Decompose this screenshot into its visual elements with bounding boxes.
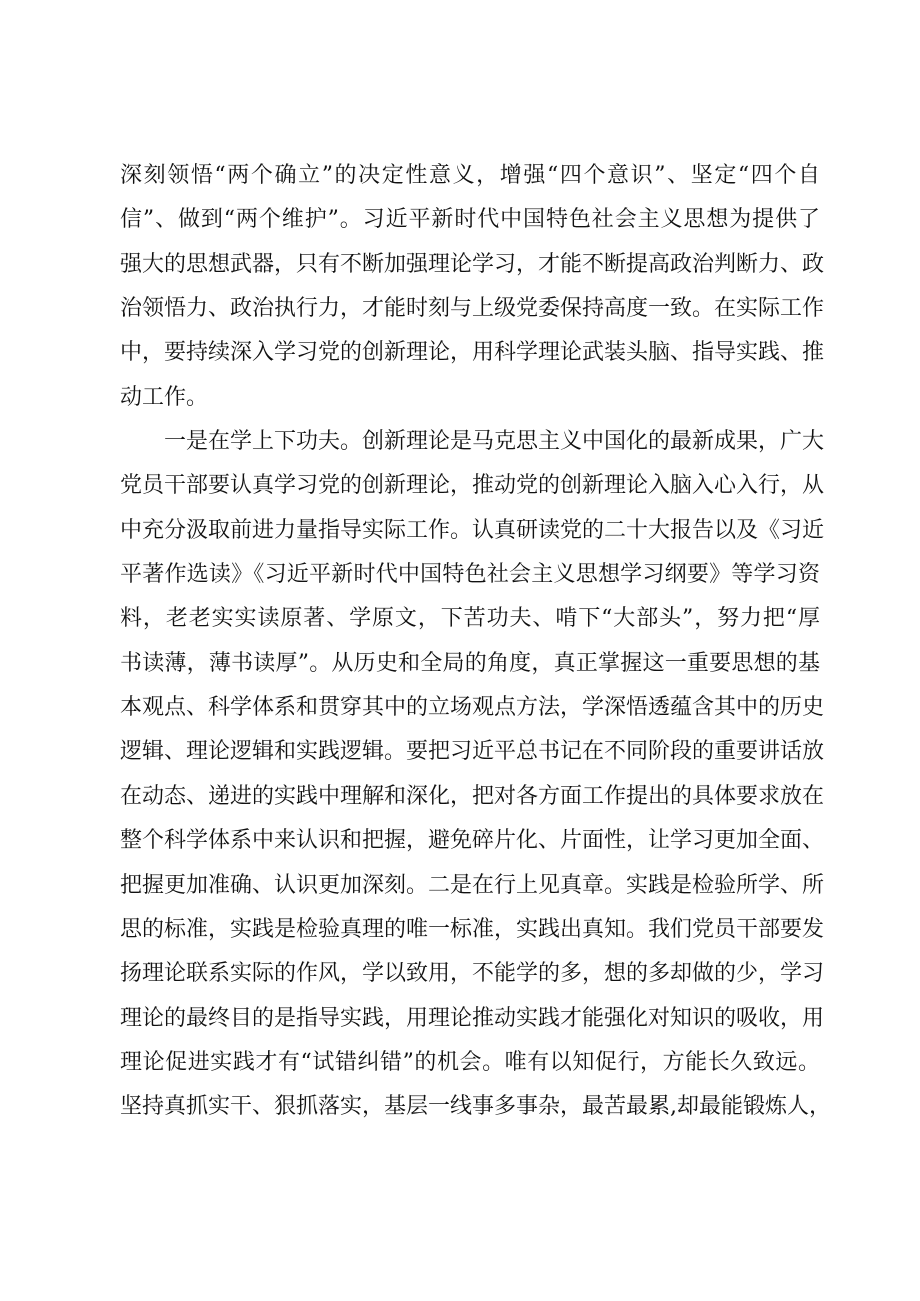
text-line: 中充分汲取前进力量指导实际工作。认真研读党的二十大报告以及《习近 xyxy=(120,517,825,543)
text-line: 料，老老实实读原著、学原文，下苦功夫、啃下“大部头”，努力把“厚 xyxy=(120,606,820,632)
text-line: 平著作选读》《习近平新时代中国特色社会主义思想学习纲要》等学习资 xyxy=(120,562,820,588)
text-line: 深刻领悟“两个确立”的决定性意义，增强“四个意识”、坚定“四个自 xyxy=(120,163,820,188)
text-line: 整个科学体系中来认识和把握，避免碎片化、片面性，让学习更加全面、 xyxy=(120,828,825,854)
text-line: 扬理论联系实际的作风，学以致用，不能学的多，想的多却做的少，学习 xyxy=(120,961,825,987)
text-line: 中，要持续深入学习党的创新理论，用科学理论武装头脑、指导实践、推 xyxy=(120,340,825,366)
paragraph-1 xyxy=(120,154,825,420)
text-line: 一是在学上下功夫。创新理论是马克思主义中国化的最新成果，广大 xyxy=(164,429,825,455)
text-line: 理论促进实践才有“试错纠错”的机会。唯有以知促行，方能长久致远。 xyxy=(120,1049,820,1075)
text-line: 思的标准，实践是检验真理的唯一标准，实践出真知。我们党员干部要发 xyxy=(120,916,825,942)
text-line: 书读薄，薄书读厚”。从历史和全局的角度，真正掌握这一重要思想的基 xyxy=(120,650,820,676)
text-line: 动工作。 xyxy=(120,384,209,410)
text-line: 治领悟力、政治执行力，才能时刻与上级党委保持高度一致。在实际工作 xyxy=(120,296,825,322)
document-body xyxy=(120,154,831,1130)
text-line: 信”、做到“两个维护”。习近平新时代中国特色社会主义思想为提供了 xyxy=(120,207,820,233)
text-line: 理论的最终目的是指导实践，用理论推动实践才能强化对知识的吸收，用 xyxy=(120,1005,825,1031)
text-line: 坚持真抓实干、狠抓落实，基层一线事多事杂，最苦最累,却最能锻炼人， xyxy=(120,1094,831,1120)
paragraph-2 xyxy=(120,420,831,1130)
text-line: 本观点、科学体系和贯穿其中的立场观点方法，学深悟透蕴含其中的历史 xyxy=(120,695,825,721)
text-line: 强大的思想武器，只有不断加强理论学习，才能不断提高政治判断力、政 xyxy=(120,251,825,277)
text-line: 在动态、递进的实践中理解和深化，把对各方面工作提出的具体要求放在 xyxy=(120,783,825,809)
text-line: 逻辑、理论逻辑和实践逻辑。要把习近平总书记在不同阶段的重要讲话放 xyxy=(120,739,825,765)
text-line: 把握更加准确、认识更加深刻。二是在行上见真章。实践是检验所学、所 xyxy=(120,872,825,898)
text-line: 党员干部要认真学习党的创新理论，推动党的创新理论入脑入心入行，从 xyxy=(120,473,825,499)
